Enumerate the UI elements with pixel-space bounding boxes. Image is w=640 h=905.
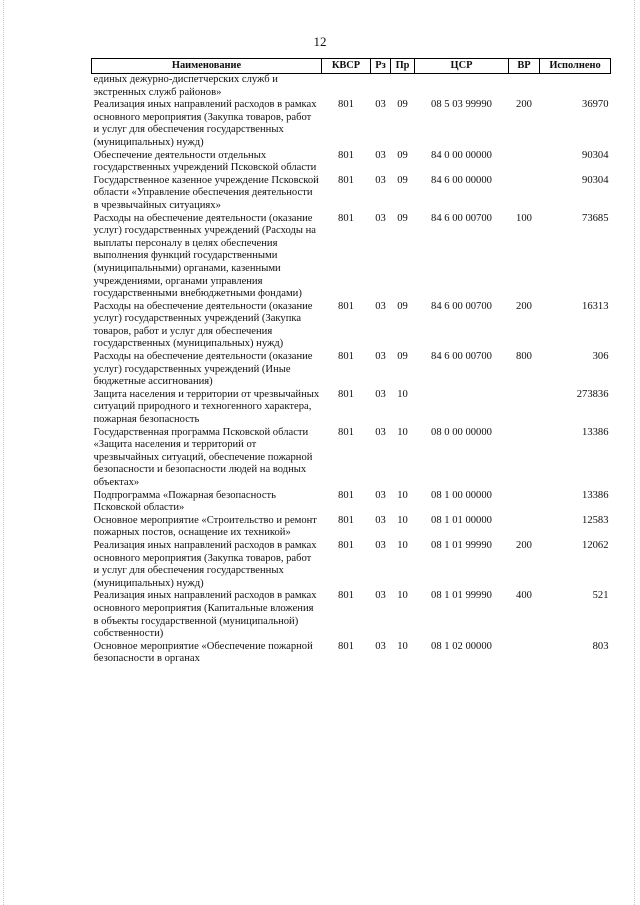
cell-kvsr: 801 [338,149,354,161]
cell-name: Реализация иных направлений расходов в рамках основного мероприятия (Закупка товаров, работ и услуг для обеспечения государственных (муниципальных) нужд) [93,539,317,589]
cell-kvsr: 801 [338,99,354,111]
cell-name: Защита населения и территории от чрезвычайных ситуаций природного и техногенного характера, пожарная безопасность [93,388,320,426]
cell-pr: 10 [397,388,408,400]
cell-kvsr: 801 [338,426,354,438]
cell-done: 16313 [582,300,609,312]
cell-rz: 03 [375,426,386,438]
cell-rz: 03 [375,640,386,652]
header-rz: Рз [371,59,391,74]
table-row [92,351,611,389]
cell-vr: 200 [516,99,532,111]
cell-kvsr [322,74,371,100]
cell-done: 90304 [582,174,609,186]
table-row [92,590,611,640]
cell-pr: 09 [397,99,408,111]
cell-kvsr: 801 [338,489,354,501]
cell-pr: 09 [397,174,408,186]
cell-rz: 03 [375,212,386,224]
table-row [92,427,611,490]
table-row [92,490,611,515]
cell-name: Государственная программа Псковской области «Защита населения и территорий от чрезвычайных ситуаций, обеспечение пожарной безопасности и безопасности людей на водных объектах» [93,426,313,488]
header-pr: Пр [391,59,415,74]
cell-name: Основное мероприятие «Строительство и ремонт пожарных постов, оснащение их техникой» [93,514,317,539]
cell-name: Подпрограмма «Пожарная безопасность Псковской области» [93,489,276,514]
cell-pr: 10 [397,539,408,551]
cell-pr: 09 [397,149,408,161]
cell-name: Расходы на обеспечение деятельности (оказание услуг) государственных учреждений (Иные бюджетные ассигнования) [93,351,313,388]
cell-csr: 08 1 01 99990 [431,539,492,551]
cell-done: 306 [592,351,609,363]
cell-vr [509,490,540,515]
cell-rz: 03 [375,590,386,602]
cell-pr: 09 [397,351,408,363]
table-row [92,213,611,301]
cell-kvsr: 801 [338,640,354,652]
cell-done: 12062 [582,539,609,551]
cell-vr: 400 [516,590,532,602]
cell-done: 13386 [582,426,609,438]
cell-vr: 800 [516,351,532,363]
cell-csr [415,74,509,100]
cell-done: 12583 [582,514,609,526]
table-row [92,175,611,213]
cell-csr [415,389,509,427]
cell-csr: 08 1 01 99990 [431,590,492,602]
table-body [92,74,611,666]
cell-name: Реализация иных направлений расходов в рамках основного мероприятия (Закупка товаров, работ и услуг для обеспечения государственных (муниципальных) нужд) [93,99,317,148]
cell-name: Обеспечение деятельности отдельных государственных учреждений Псковской области [93,149,317,174]
cell-vr [509,150,540,175]
cell-name: Расходы на обеспечение деятельности (оказание услуг) государственных учреждений (Расходы на выплаты персоналу в целях обеспечения выполнения функций государственными (муниципальными) органами, казенными учреждениями, органами управления государственными внебюджетными фондами) [93,212,316,300]
cell-csr: 08 5 03 99990 [431,99,492,111]
cell-pr: 10 [397,426,408,438]
cell-done: 13386 [582,489,609,501]
scan-edge-right [634,0,636,905]
cell-vr [509,515,540,540]
cell-kvsr: 801 [338,590,354,602]
cell-rz: 03 [375,388,386,400]
page-number: 12 [313,34,327,49]
table-row [92,301,611,351]
cell-done: 36970 [582,99,609,111]
budget-table [91,58,611,666]
cell-rz: 03 [375,174,386,186]
cell-name: Расходы на обеспечение деятельности (оказание услуг) государственных учреждений (Закупка товаров, работ и услуг для обеспечения государственных (муниципальных) нужд) [93,300,313,350]
cell-done [540,74,611,100]
cell-name: единых дежурно-диспетчерских служб и экстренных служб районов» [93,74,278,98]
cell-kvsr: 801 [338,351,354,363]
cell-rz: 03 [375,489,386,501]
cell-pr: 09 [397,212,408,224]
cell-csr: 08 0 00 00000 [431,426,492,438]
table-row [92,540,611,590]
cell-kvsr: 801 [338,388,354,400]
cell-pr: 09 [397,300,408,312]
table-row [92,74,611,100]
cell-vr [509,74,540,100]
cell-csr: 08 1 00 00000 [431,489,492,501]
cell-pr: 10 [397,514,408,526]
cell-rz [371,74,391,100]
header-kvsr: КВСР [322,59,371,74]
header-done: Исполнено [540,59,611,74]
scan-edge-left [3,0,5,905]
cell-name: Государственное казенное учреждение Псковской области «Управление обеспечения деятельности в чрезвычайных ситуациях» [93,174,319,211]
cell-vr: 200 [516,300,532,312]
cell-csr: 08 1 01 00000 [431,514,492,526]
cell-csr: 84 6 00 00000 [431,174,492,186]
cell-vr [509,175,540,213]
cell-name: Реализация иных направлений расходов в рамках основного мероприятия (Капитальные вложения в объекты государственной (муниципальной) собственности) [93,590,317,640]
table-row [92,150,611,175]
cell-rz: 03 [375,300,386,312]
header-name: Наименование [92,59,322,74]
table-row [92,389,611,427]
cell-csr: 84 6 00 00700 [431,300,492,312]
cell-rz: 03 [375,149,386,161]
cell-rz: 03 [375,514,386,526]
cell-kvsr: 801 [338,212,354,224]
cell-name: Основное мероприятие «Обеспечение пожарной безопасности в органах [93,640,313,665]
cell-done: 73685 [582,212,609,224]
cell-pr: 10 [397,489,408,501]
cell-csr: 08 1 02 00000 [431,640,492,652]
table-header-row [92,59,611,74]
cell-csr: 84 6 00 00700 [431,212,492,224]
cell-done: 803 [592,640,609,652]
header-csr: ЦСР [415,59,509,74]
cell-kvsr: 801 [338,514,354,526]
cell-csr: 84 6 00 00700 [431,351,492,363]
cell-vr [509,641,540,666]
cell-vr: 100 [516,212,532,224]
cell-done: 521 [592,590,609,602]
table-row [92,515,611,540]
cell-csr: 84 0 00 00000 [431,149,492,161]
cell-kvsr: 801 [338,539,354,551]
cell-vr [509,389,540,427]
cell-kvsr: 801 [338,174,354,186]
cell-rz: 03 [375,539,386,551]
cell-vr: 200 [516,539,532,551]
cell-done: 273836 [576,388,609,400]
cell-pr: 10 [397,590,408,602]
cell-pr: 10 [397,640,408,652]
cell-pr [391,74,415,100]
cell-rz: 03 [375,99,386,111]
cell-rz: 03 [375,351,386,363]
table-row [92,99,611,149]
cell-kvsr: 801 [338,300,354,312]
cell-vr [509,427,540,490]
header-vr: ВР [509,59,540,74]
table-row [92,641,611,666]
cell-done: 90304 [582,149,609,161]
